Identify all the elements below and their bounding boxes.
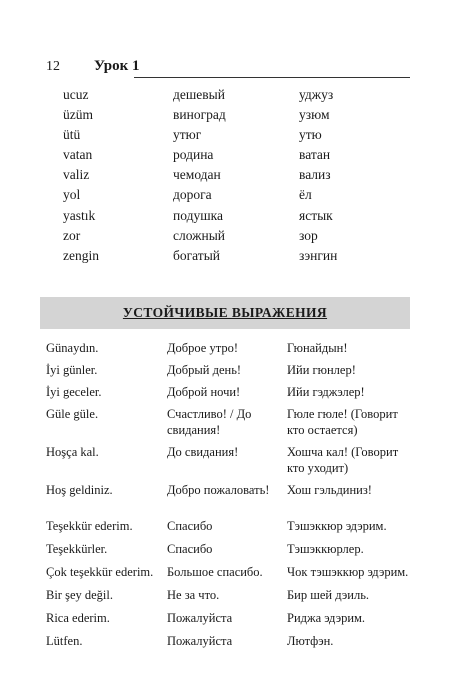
turkish-word: zengin	[63, 247, 99, 263]
pronunciation: Тэшэккюрлер.	[287, 542, 364, 556]
russian-translation: дорога	[173, 187, 212, 203]
turkish-word: ütü	[63, 127, 81, 143]
pronunciation: Риджа эдэрим.	[287, 611, 366, 625]
turkish-phrase: Teşekkürler.	[46, 542, 108, 556]
russian-translation: подушка	[173, 207, 223, 223]
russian-translation: Добро пожаловать!	[167, 483, 270, 497]
russian-translation: Пожалуйста	[167, 611, 233, 625]
russian-translation: Добрый день!	[167, 363, 242, 377]
turkish-phrase: Çok teşekkür ederim.	[46, 565, 154, 579]
pronunciation: зор	[299, 227, 318, 243]
russian-translation: богатый	[173, 247, 220, 263]
turkish-phrase: İyi geceler.	[46, 385, 102, 399]
russian-translation: Доброй ночи!	[167, 385, 241, 399]
russian-translation: дешевый	[173, 87, 225, 102]
russian-translation: виноград	[173, 107, 226, 123]
pronunciation: ватан	[299, 147, 331, 163]
russian-translation: чемодан	[173, 167, 221, 183]
turkish-phrase: Bir şey değil.	[46, 588, 114, 602]
pronunciation: утю	[299, 127, 322, 143]
russian-translation: Счастливо! / До свидания!	[167, 407, 252, 437]
turkish-phrase: Teşekkür ederim.	[46, 519, 133, 533]
pronunciation: ястык	[299, 207, 333, 223]
pronunciation: Чок тэшэккюр эдэрим.	[287, 565, 409, 579]
turkish-word: yastık	[63, 207, 96, 223]
turkish-word: ucuz	[63, 87, 89, 102]
pronunciation: Гюнайдын!	[287, 341, 348, 355]
russian-translation: Доброе утро!	[167, 341, 238, 355]
turkish-phrase: Rica ederim.	[46, 611, 110, 625]
turkish-phrase: Günaydın.	[46, 341, 99, 355]
pronunciation: ёл	[299, 187, 312, 203]
turkish-word: üzüm	[63, 107, 93, 123]
turkish-phrase: Hoş geldiniz.	[46, 483, 113, 497]
pronunciation: вализ	[299, 167, 331, 183]
russian-translation: Пожалуйста	[167, 634, 233, 648]
pronunciation: узюм	[299, 107, 330, 123]
russian-translation: Спасибо	[167, 519, 213, 533]
turkish-word: zor	[63, 227, 81, 243]
section-title: УСТОЙЧИВЫЕ ВЫРАЖЕНИЯ	[122, 305, 328, 320]
pronunciation: Лютфэн.	[287, 634, 334, 648]
pronunciation: Гюле гюле! (Говорит кто остается)	[287, 407, 398, 437]
pronunciation: Ийи гюнлер!	[287, 363, 356, 377]
pronunciation: Хошча кал! (Говорит кто уходит)	[287, 445, 399, 475]
lesson-title: Урок 1	[94, 58, 140, 74]
pronunciation: Тэшэккюр эдэрим.	[287, 519, 387, 533]
turkish-word: valiz	[63, 167, 90, 183]
page-number: 12	[46, 59, 60, 74]
pronunciation: Хош гэльдиниз!	[287, 483, 372, 497]
russian-translation: Спасибо	[167, 542, 213, 556]
pronunciation: Ийи гэджэлер!	[287, 385, 365, 399]
turkish-phrase: Hoşça kal.	[46, 445, 99, 459]
turkish-phrase: İyi günler.	[46, 363, 98, 377]
russian-translation: утюг	[173, 127, 202, 143]
russian-translation: сложный	[173, 227, 225, 243]
russian-translation: Большое спасибо.	[167, 565, 263, 579]
pronunciation: зэнгин	[299, 247, 338, 263]
russian-translation: До свидания!	[167, 445, 239, 459]
turkish-phrase: Güle güle.	[46, 407, 99, 421]
russian-translation: родина	[173, 147, 214, 163]
turkish-word: vatan	[63, 147, 93, 163]
russian-translation: Не за что.	[167, 588, 220, 602]
pronunciation: Бир шей дэиль.	[287, 588, 370, 602]
turkish-phrase: Lütfen.	[46, 634, 83, 648]
turkish-word: yol	[63, 187, 81, 203]
pronunciation: уджуз	[299, 87, 334, 102]
